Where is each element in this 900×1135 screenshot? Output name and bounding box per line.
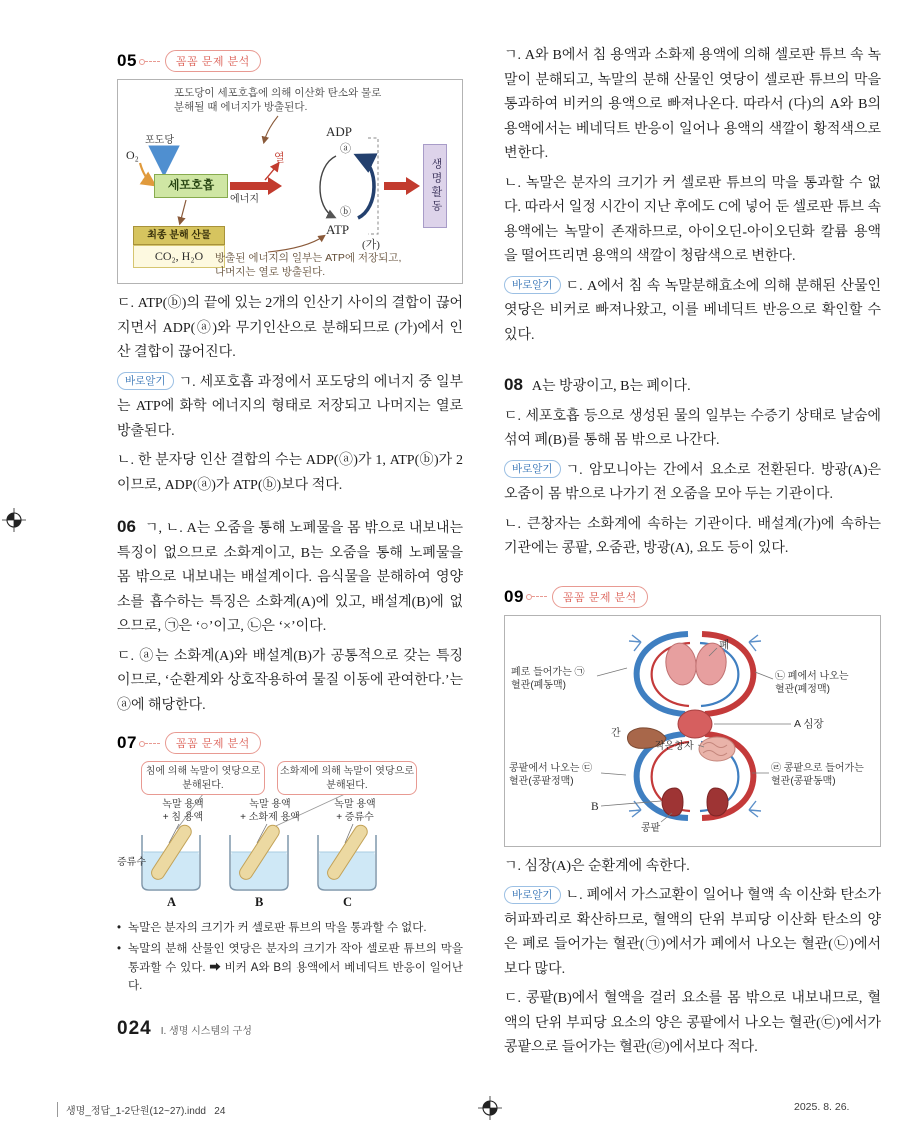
d5-energy-label: 에너지 — [230, 194, 259, 205]
d9-pulmonary-vein-label — [775, 670, 849, 696]
imprint-filename: 생명_정답_1-2단원(12~27).indd 24 — [57, 1102, 225, 1117]
d7-beaker-c-mark: C — [343, 895, 353, 910]
q08-baro-n — [504, 513, 881, 562]
d9-kidney-mark: B — [591, 800, 599, 813]
q05-baro-g-text: ㄱ. 세포호흡 과정에서 포도당의 에너지 중 일부는 ATP에 화학 에너지의 형태로 저장되고 나머지는 열로 방출된다. — [117, 374, 463, 439]
question-05 — [117, 50, 463, 498]
q09-answer-g — [504, 855, 881, 880]
q08-answer-d-text: ㄷ. 세포호흡 등으로 생성된 물의 일부는 수증기 상태로 날숨에 섞여 폐(B)를 통해 몸 밖으로 나간다. — [504, 408, 881, 449]
registration-mark-icon — [2, 508, 26, 532]
q08-baro-g-text: ㄱ. 암모니아는 간에서 요소로 전환된다. 방광(A)은 오줌이 몸 밖으로 나가기 전 오줌을 모아 두는 기관이다. — [504, 462, 881, 503]
d5-final-products-value: CO₂, H₂O — [133, 245, 225, 268]
question-09 — [504, 586, 881, 1061]
question-06 — [117, 512, 463, 718]
question-08 — [504, 370, 881, 562]
d9-renal-artery-label — [771, 762, 864, 788]
q05-answer-d-text: ㄷ. ATP(ⓑ)의 끝에 있는 2개의 인산기 사이의 결합이 끊어지면서 ADP(ⓐ)와 무기인산으로 분해되므로 (가)에서 인산 결합이 끊어진다. — [117, 296, 463, 360]
d5-heat-label: 열 — [274, 152, 285, 164]
d7-callout-digestive: 소화제에 의해 녹말이 엿당으로 분해된다. — [277, 761, 417, 795]
q09-answer-g-text: ㄱ. 심장(A)은 순환계에 속한다. — [504, 858, 690, 874]
q05-number: 05 — [117, 51, 137, 70]
q06-answer-gn — [117, 512, 463, 640]
q09-baro-n-text: ㄴ. 폐에서 가스교환이 일어나 혈액 속 이산화 탄소가 허파꽈리로 확산하므로, 혈액의 단위 부피당 이산화 탄소의 양은 폐로 들어가는 혈관(㉠)에서가 폐에서 나오는 혈관(㉡)에서보다 많다. — [504, 888, 881, 977]
d5-bottom-note: 방출된 에너지의 일부는 ATP에 저장되고, 나머지는 열로 방출된다. — [215, 252, 402, 278]
d7-callout-saliva: 침에 의해 녹말이 엿당으로 분해된다. — [141, 761, 265, 795]
d7-label-c-line1: 녹말 용액 — [334, 799, 376, 811]
registration-mark-icon — [478, 1096, 502, 1120]
d9-liver-label: 간 — [611, 727, 621, 739]
page-footer — [117, 1018, 252, 1040]
q06-answer-d-text: ㄷ. ⓐ는 소화계(A)와 배설계(B)가 공통적으로 갖는 특징이므로, ‘순환계와 상호작용하여 물질 이동에 관여한다.’는 ⓐ에 해당한다. — [117, 648, 463, 713]
circulatory-system-graphics — [505, 616, 880, 846]
q08-intro-text: A는 방광이고, B는 폐이다. — [531, 379, 691, 394]
dash-connector — [145, 61, 160, 62]
q07-note-2: • 녹말의 분해 산물인 엿당은 분자의 크기가 작아 셀로판 튜브의 막을 통과할 수 있다. ➡ 비커 A와 B의 용액에서 베네딕트 반응이 일어난다. — [117, 940, 463, 996]
d5-adp-label: ADP — [326, 124, 353, 139]
d5-life-activity-box: 생명활동 — [423, 144, 447, 228]
print-date: 2025. 8. 26. — [794, 1101, 850, 1113]
q05-answer-d — [117, 292, 463, 366]
d7-label-b-line2: + 소화제 용액 — [240, 811, 300, 823]
q06-answer-gn-text: ㄱ, ㄴ. A는 오줌을 통해 노폐물을 몸 밖으로 내보내는 특징이 없으므로 소화계이고, B는 오줌을 통해 노폐물을 몸 밖으로 내보내는 배설계이다. 음식물을 분해하여 영양소를 흡수하는 특징은 소화계(A)에 있고, 배설계(B)에 없으므로, ㉠은 ‘○’이고, ㉡은 ‘×’이다. — [117, 521, 463, 635]
analysis-badge: 꼼꼼 문제 분석 — [552, 586, 648, 608]
d7-label-a-line1: 녹말 용액 — [162, 799, 204, 811]
question-07 — [117, 732, 463, 996]
q07-answer-n — [504, 172, 881, 270]
q07-header — [117, 732, 463, 754]
d7-label-c-line2: + 증류수 — [336, 811, 374, 823]
d5-oxygen-label: O₂ — [126, 148, 139, 162]
d9-pulmonary-vein-line2: 혈관(폐정맥) — [775, 683, 830, 695]
q07-number: 07 — [117, 733, 137, 753]
baro-badge: 바로알기 — [504, 886, 561, 904]
d7-label-b-line1: 녹말 용액 — [249, 799, 291, 811]
d9-renal-vein-line1: 콩팥에서 나오는 ㉢ — [509, 762, 593, 774]
d5-top-note: 포도당이 세포호흡에 의해 이산화 탄소와 물로 분해될 때 에너지가 방출된다. — [174, 87, 382, 113]
baro-badge: 바로알기 — [504, 276, 561, 294]
d7-label-c — [323, 799, 387, 824]
q07-diagram — [117, 761, 463, 913]
d7-water-label: 증류수 — [117, 857, 146, 869]
right-column — [504, 44, 881, 1075]
q09-baro-d — [504, 987, 881, 1061]
d9-intestine-label: 작은창자 — [655, 740, 694, 752]
q05-diagram — [117, 79, 463, 284]
d7-label-a-line2: + 침 용액 — [162, 811, 204, 823]
d9-pulmonary-artery-line2: 혈관(폐동맥) — [511, 679, 566, 691]
d7-beaker-b-mark: B — [255, 895, 264, 910]
d9-pulmonary-artery-line1: 폐로 들어가는 ㉠ — [511, 666, 585, 678]
analysis-badge: 꼼꼼 문제 분석 — [165, 50, 261, 72]
left-column — [117, 50, 463, 1010]
d5-adp-mark: ⓐ — [340, 143, 351, 155]
q07-answer-g-text: ㄱ. A와 B에서 침 용액과 소화제 용액에 의해 셀로판 튜브 속 녹말이 분해되고, 녹말의 분해 산물인 엿당이 셀로판 튜브의 막을 통과하여 비커의 용액으로 빠져나온다. 따라서 (다)의 A와 B의 용액에서는 베네딕트 반응이 일어나 용액의 색깔이 황적색으로 변한다. — [504, 48, 881, 161]
d7-label-b — [233, 799, 307, 824]
q06-answer-d — [117, 645, 463, 719]
baro-badge: 바로알기 — [117, 372, 174, 390]
chapter-title: I. 생명 시스템의 구성 — [160, 1026, 252, 1037]
q06-number: 06 — [117, 517, 136, 536]
q05-baro-n-text: ㄴ. 한 분자당 인산 결합의 수는 ADP(ⓐ)가 1, ATP(ⓑ)가 2이므로, ADP(ⓐ)가 ATP(ⓑ)보다 적다. — [117, 453, 463, 493]
q07-diagram-notes — [117, 919, 463, 996]
d5-atp-label: ATP — [326, 222, 350, 237]
d9-lung-label: 폐 — [719, 638, 730, 651]
q07-answer-g — [504, 44, 881, 167]
q07-baro-d — [504, 275, 881, 349]
q07-baro-d-text: ㄷ. A에서 침 속 녹말분해효소에 의해 분해된 산물인 엿당은 비커로 빠져나왔고, 이를 베네딕트 반응으로 확인할 수 있다. — [504, 278, 881, 343]
q08-baro-g — [504, 459, 881, 508]
q09-baro-d-text: ㄷ. 콩팥(B)에서 혈액을 걸러 요소를 몸 밖으로 내보내므로, 혈액의 단위 부피당 요소의 양은 콩팥에서 나오는 혈관(㉢)에서가 콩팥으로 들어가는 혈관(㉣)에서보다 적다. — [504, 991, 881, 1056]
d7-beaker-a-mark: A — [167, 895, 177, 910]
q08-number: 08 — [504, 375, 523, 394]
q08-intro — [504, 370, 881, 400]
page-number: 024 — [117, 1018, 152, 1039]
q08-answer-d — [504, 405, 881, 454]
dash-connector — [532, 596, 547, 597]
q07-note-1: • 녹말은 분자의 크기가 커 셀로판 튜브의 막을 통과할 수 없다. — [117, 919, 463, 938]
q09-number: 09 — [504, 586, 524, 606]
d5-glucose-label: 포도당 — [145, 135, 174, 146]
q05-baro-n — [117, 449, 463, 498]
q07-answer-n-text: ㄴ. 녹말은 분자의 크기가 커 셀로판 튜브의 막을 통과할 수 없다. 따라서 일정 시간이 지난 후에도 C에 넣어 둔 셀로판 튜브 속 용액에는 녹말이 존재하므로, 아이오딘-아이오딘화 칼륨 용액을 떨어뜨리면 용액의 색깔이 청람색으로 변한다. — [504, 175, 881, 264]
d5-respiration-box: 세포호흡 — [154, 174, 228, 198]
d7-label-a — [151, 799, 215, 824]
question-07-answers — [504, 44, 881, 348]
d5-atp-mark: ⓑ — [340, 206, 351, 218]
q09-header — [504, 586, 881, 608]
d5-bracket-label: (가) — [362, 239, 380, 251]
d9-pulmonary-vein-line1: ㉡ 폐에서 나오는 — [775, 670, 849, 682]
q09-diagram — [504, 615, 881, 847]
d9-pulmonary-artery-label — [511, 666, 585, 692]
d9-renal-artery-line1: ㉣ 콩팥으로 들어가는 — [771, 762, 864, 774]
q09-baro-n — [504, 884, 881, 982]
d5-final-products-header: 최종 분해 산물 — [133, 226, 225, 245]
d9-renal-vein-line2: 혈관(콩팥정맥) — [509, 775, 574, 787]
q05-header — [117, 50, 463, 72]
dash-connector — [145, 743, 160, 744]
d9-kidney-label: 콩팥 — [641, 822, 661, 834]
q05-baro-g — [117, 371, 463, 445]
d9-heart-label: A 심장 — [794, 717, 824, 730]
d9-renal-vein-label — [509, 762, 592, 788]
q08-baro-n-text: ㄴ. 큰창자는 소화계에 속하는 기관이다. 배설계(가)에 속하는 기관에는 콩팥, 오줌관, 방광(A), 요도 등이 있다. — [504, 516, 881, 557]
baro-badge: 바로알기 — [504, 460, 561, 478]
d9-renal-artery-line2: 혈관(콩팥동맥) — [771, 775, 836, 787]
analysis-badge: 꼼꼼 문제 분석 — [165, 732, 261, 754]
